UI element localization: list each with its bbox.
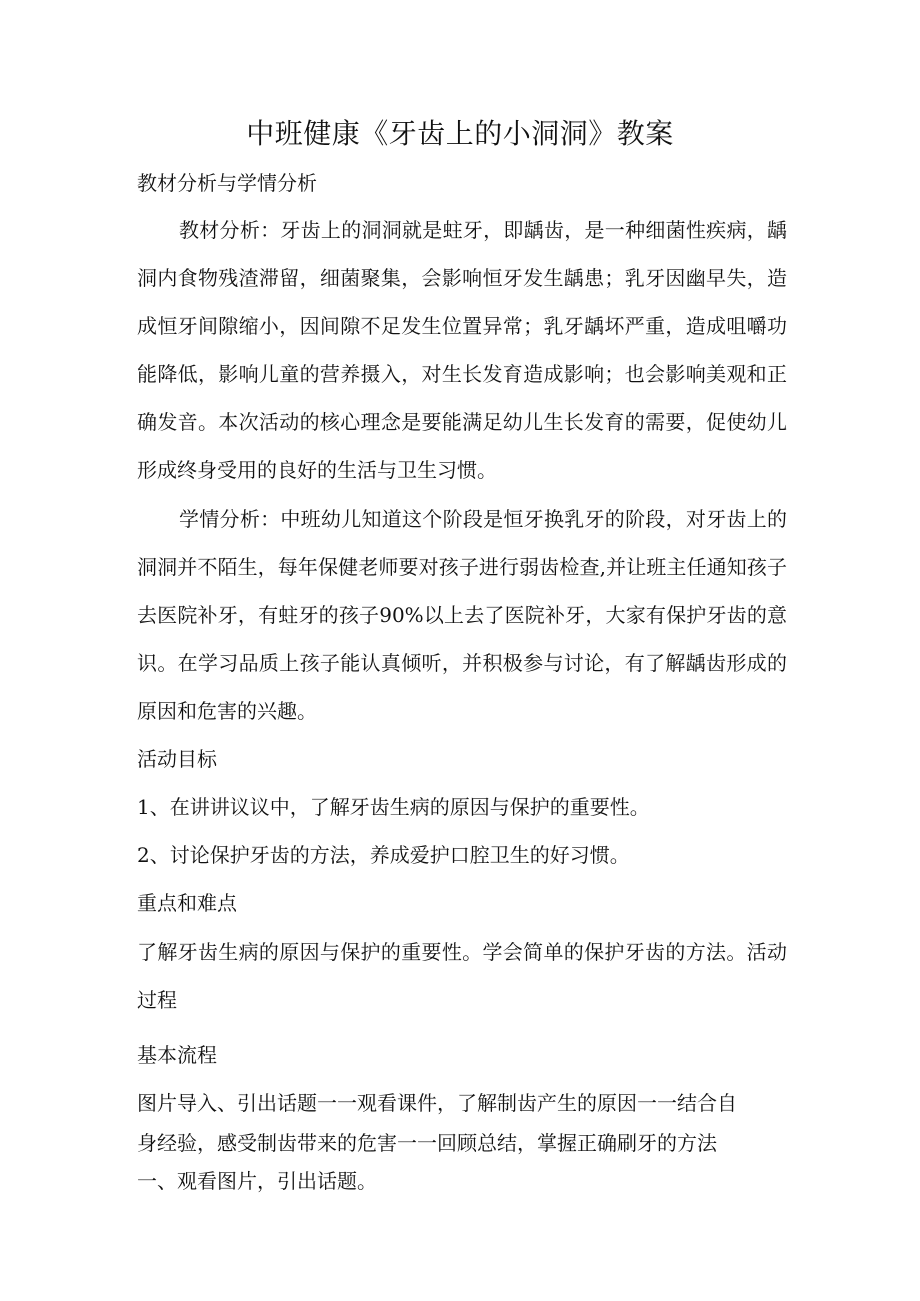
step-1-heading: 一、观看图片，引出话题。 [137, 1169, 377, 1193]
flow-line-2: 身经验，感受制齿带来的危害一一回顾总结，掌握正确刷牙的方法 [137, 1131, 717, 1155]
flow-line-1: 图片导入、引出话题一一观看课件，了解制齿产生的原因一一结合自 [137, 1091, 737, 1115]
section-heading-key-points: 重点和难点 [137, 891, 237, 915]
section-heading-analysis: 教材分析与学情分析 [137, 171, 317, 195]
student-analysis-paragraph: 学情分析：中班幼儿知道这个阶段是恒牙换乳牙的阶段，对牙齿上的洞洞并不陌生，每年保健老师要对孩子进行弱齿检查,并让班主任通知孩子去医院补牙，有蛀牙的孩子90%以上去了医院补牙，大家有保护牙齿的意识。在学习品质上孩子能认真倾听，并积极参与讨论，有了解龋齿形成的原因和危害的兴趣。 [137, 507, 787, 723]
document-title: 中班健康《牙齿上的小洞洞》教案 [246, 117, 674, 150]
section-heading-goals: 活动目标 [137, 747, 217, 771]
section-heading-flow: 基本流程 [137, 1043, 217, 1067]
goal-item-2: 2、讨论保护牙齿的方法，养成爱护口腔卫生的好习惯。 [137, 843, 630, 867]
goal-item-1: 1、在讲讲议议中，了解牙齿生病的原因与保护的重要性。 [137, 795, 650, 819]
key-points-paragraph: 了解牙齿生病的原因与保护的重要性。学会简单的保护牙齿的方法。活动过程 [137, 940, 787, 1012]
material-analysis-paragraph: 教材分析：牙齿上的洞洞就是蛀牙，即龋齿，是一种细菌性疾病，龋洞内食物残渣滞留，细菌聚集，会影响恒牙发生龋患；乳牙因幽早失，造成恒牙间隙缩小，因间隙不足发生位置异常；乳牙龋坏严重，造成咀嚼功能降低，影响儿童的营养摄入，对生长发育造成影响；也会影响美观和正确发音。本次活动的核心理念是要能满足幼儿生长发育的需要，促使幼儿形成终身受用的良好的生活与卫生习惯。 [137, 218, 787, 482]
